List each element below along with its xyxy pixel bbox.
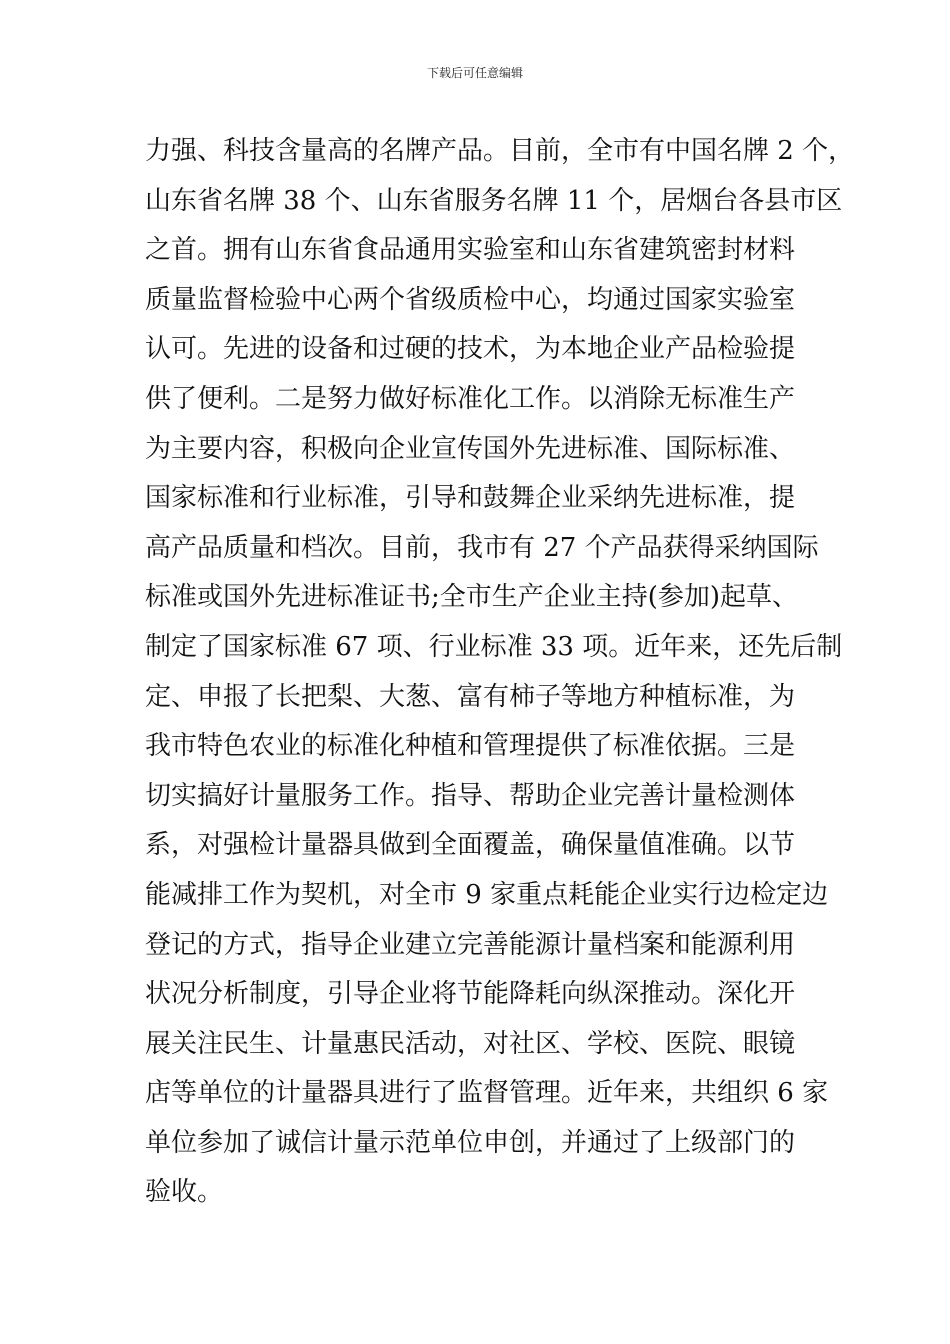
text-line: 店等单位的计量器具进行了监督管理。近年来，共组织 6 家 [145,1078,829,1109]
text-line: 质量监督检验中心两个省级质检中心，均通过国家实验室 [145,284,796,315]
text-line: 系，对强检计量器具做到全面覆盖，确保量值准确。以节 [145,830,796,861]
text-line: 我市特色农业的标准化种植和管理提供了标准依据。三是 [145,731,796,762]
text-line: 力强、科技含量高的名牌产品。目前，全市有中国名牌 2 个， [145,136,855,166]
page-header: 下载后可任意编辑 [426,66,523,80]
text-line: 展关注民生、计量惠民活动，对社区、学校、医院、眼镜 [145,1028,796,1059]
text-line: 制定了国家标准 67 项、行业标准 33 项。近年来，还先后制 [145,631,843,662]
text-line: 之首。拥有山东省食品通用实验室和山东省建筑密封材料 [145,235,796,266]
document-body [145,127,855,1218]
text-line: 国家标准和行业标准，引导和鼓舞企业采纳先进标准，提 [145,483,796,514]
text-line: 定、申报了长把梨、大葱、富有柿子等地方种植标准，为 [145,681,796,712]
text-line: 验收。 [145,1177,224,1208]
text-line: 高产品质量和档次。目前，我市有 27 个产品获得采纳国际 [145,532,819,563]
text-line: 能减排工作为契机，对全市 9 家重点耗能企业实行边检定边 [145,879,829,910]
text-line: 标准或国外先进标准证书;全市生产企业主持(参加)起草、 [145,582,799,613]
text-line: 供了便利。二是努力做好标准化工作。以消除无标准生产 [145,383,796,414]
text-line: 为主要内容，积极向企业宣传国外先进标准、国际标准、 [145,433,796,464]
text-line: 认可。先进的设备和过硬的技术，为本地企业产品检验提 [145,334,796,365]
text-line: 山东省名牌 38 个、山东省服务名牌 11 个，居烟台各县市区 [145,185,843,216]
text-line: 切实搞好计量服务工作。指导、帮助企业完善计量检测体 [145,780,796,811]
text-line: 登记的方式，指导企业建立完善能源计量档案和能源利用 [145,929,796,960]
text-line: 状况分析制度，引导企业将节能降耗向纵深推动。深化开 [145,979,796,1010]
text-line: 单位参加了诚信计量示范单位申创，并通过了上级部门的 [145,1127,796,1158]
